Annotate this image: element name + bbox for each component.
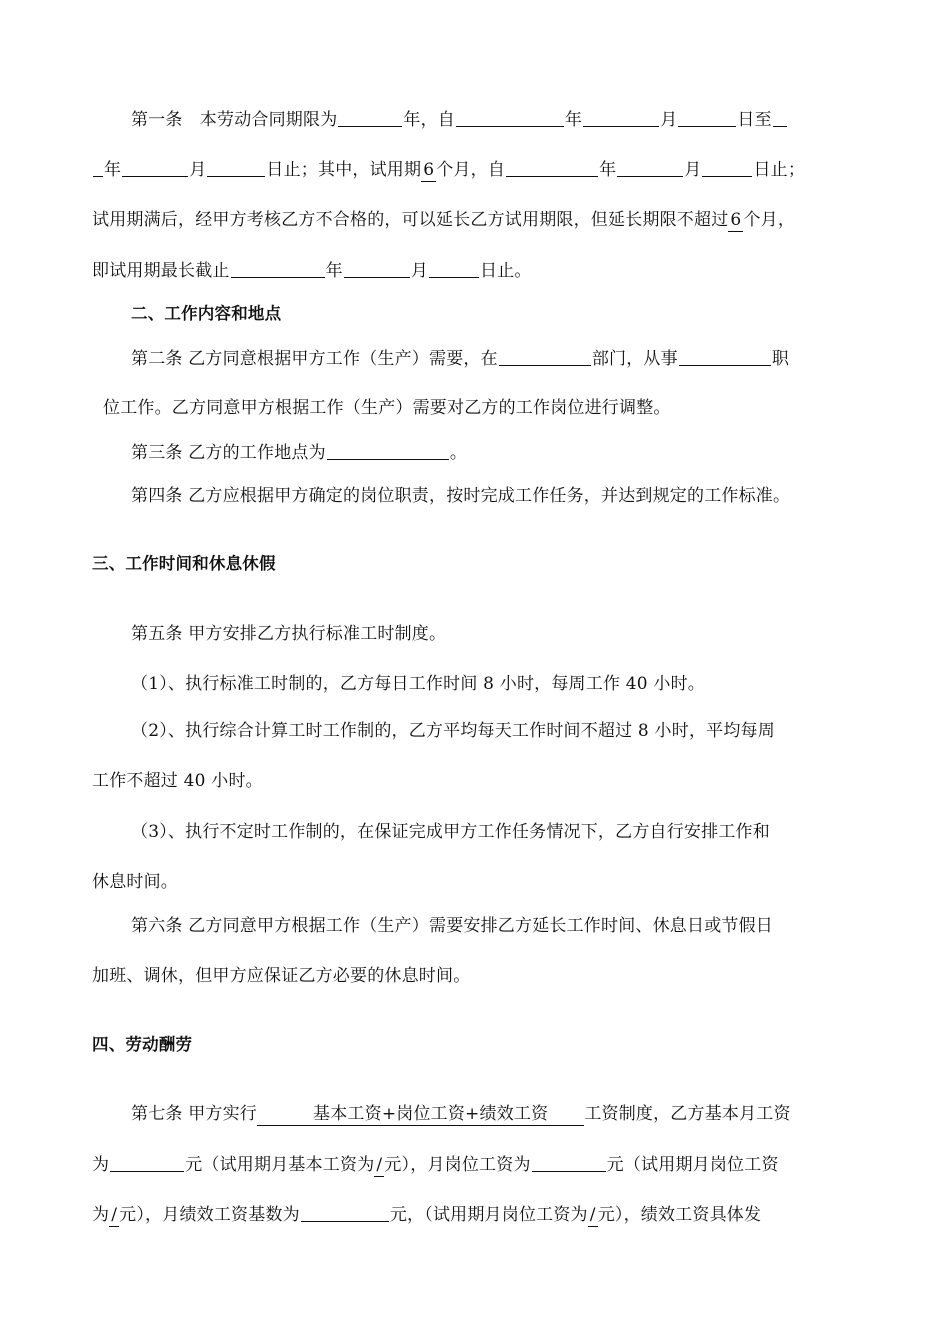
probation-position-wage-value-2: / bbox=[589, 1205, 596, 1225]
article-1-text: 年 bbox=[565, 110, 583, 130]
work-location-blank bbox=[327, 441, 449, 460]
deadline-month-blank bbox=[344, 259, 410, 278]
article-1-line-2 bbox=[92, 158, 805, 181]
end-year-blank-start bbox=[773, 108, 787, 127]
base-wage-blank bbox=[110, 1153, 184, 1172]
article-7-text: 工资制度，乙方基本月工资 bbox=[584, 1104, 791, 1124]
article-1-text: 日止； bbox=[753, 160, 806, 180]
article-1-text: 个月， bbox=[743, 210, 796, 230]
article-2-line-1 bbox=[131, 347, 789, 370]
end-year-blank-cont bbox=[93, 158, 103, 177]
start-month-blank bbox=[583, 108, 659, 127]
term-years-blank bbox=[338, 108, 402, 127]
article-4: 第四条 乙方应根据甲方确定的岗位职责，按时完成工作任务，并达到规定的工作标准。 bbox=[131, 486, 791, 506]
article-7-text: 第七条 甲方实行 bbox=[131, 1104, 258, 1124]
article-7-line-3 bbox=[92, 1203, 761, 1226]
article-5-item-2-line-1: （2）、执行综合计算工时工作制的，乙方平均每天工作时间不超过 8 小时，平均每周 bbox=[131, 721, 775, 741]
start-day-blank bbox=[678, 108, 736, 127]
article-7-text: 为 bbox=[92, 1155, 110, 1175]
article-1-text: 月 bbox=[684, 160, 702, 180]
deadline-day-blank bbox=[429, 259, 479, 278]
end-month-blank bbox=[122, 158, 188, 177]
end-day-blank bbox=[207, 158, 265, 177]
probation-months-value: 6 bbox=[423, 160, 435, 180]
position-blank bbox=[679, 347, 771, 366]
article-7-line-2 bbox=[92, 1153, 779, 1176]
article-2-text: 职 bbox=[771, 349, 790, 369]
probation-base-wage-value: / bbox=[376, 1155, 383, 1175]
article-5-line-1: 第五条 甲方安排乙方执行标准工时制度。 bbox=[131, 624, 447, 644]
article-1-text: 月 bbox=[189, 160, 207, 180]
article-6-line-1: 第六条 乙方同意甲方根据工作（生产）需要安排乙方延长工作时间、休息日或节假日 bbox=[131, 916, 774, 936]
article-2-text: 第二条 乙方同意根据甲方工作（生产）需要，在 bbox=[131, 349, 498, 369]
performance-base-blank bbox=[301, 1203, 389, 1222]
article-1-text: 年 bbox=[104, 160, 122, 180]
article-1-text: 日止。 bbox=[480, 261, 532, 281]
article-7-text: 为 bbox=[92, 1205, 110, 1225]
article-1-line-3 bbox=[92, 209, 795, 231]
article-5-item-2-line-2: 工作不超过 40 小时。 bbox=[92, 771, 263, 791]
article-5-item-3-line-1: （3）、执行不定时工作制的，在保证完成甲方工作任务情况下，乙方自行安排工作和 bbox=[131, 822, 770, 842]
article-1-text: 日止；其中，试用期 bbox=[266, 160, 422, 180]
probation-day-blank bbox=[702, 158, 752, 177]
article-3-text: 。 bbox=[449, 443, 468, 463]
article-7-text: 元），绩效工资具体发 bbox=[597, 1205, 762, 1225]
article-2-text: 部门，从事 bbox=[591, 349, 678, 369]
probation-position-wage-value: / bbox=[111, 1205, 118, 1225]
article-1-text: 第一条 本劳动合同期限为 bbox=[131, 110, 338, 130]
article-1-text: 即试用期最长截止 bbox=[92, 261, 230, 281]
probation-start-year-blank bbox=[506, 158, 598, 177]
article-5-item-1: （1）、执行标准工时制的，乙方每日工作时间 8 小时，每周工作 40 小时。 bbox=[131, 674, 705, 694]
article-1-text: 个月，自 bbox=[436, 160, 506, 180]
article-7-text: 元（试用期月岗位工资 bbox=[606, 1155, 779, 1175]
section-2-title: 二、工作内容和地点 bbox=[131, 304, 282, 323]
section-4-title: 四、劳动酬劳 bbox=[92, 1035, 193, 1054]
deadline-year-blank bbox=[231, 259, 325, 278]
article-1-text: 试用期满后，经甲方考核乙方不合格的，可以延长乙方试用期限，但延长期限不超过 bbox=[92, 210, 729, 230]
section-3-title: 三、工作时间和休息休假 bbox=[92, 554, 276, 573]
article-1-line-1 bbox=[131, 108, 788, 131]
article-7-text: 元），月岗位工资为 bbox=[384, 1155, 531, 1175]
article-7-text: 元），月绩效工资基数为 bbox=[119, 1205, 300, 1225]
extension-months-value: 6 bbox=[730, 210, 742, 230]
article-7-text: 元，（试用期月岗位工资为 bbox=[389, 1205, 588, 1225]
article-1-text: 年 bbox=[599, 160, 617, 180]
article-5-item-3-line-2: 休息时间。 bbox=[92, 872, 178, 892]
article-1-text: 年 bbox=[325, 261, 343, 281]
article-1-text: 月 bbox=[410, 261, 429, 281]
position-wage-blank bbox=[532, 1153, 606, 1172]
article-6-line-2: 加班、调休，但甲方应保证乙方必要的休息时间。 bbox=[92, 966, 471, 986]
article-2-line-2: 位工作。乙方同意甲方根据工作（生产）需要对乙方的工作岗位进行调整。 bbox=[103, 398, 671, 418]
start-year-blank bbox=[456, 108, 564, 127]
article-7-text: 元（试用期月基本工资为 bbox=[185, 1155, 375, 1175]
probation-month-blank bbox=[617, 158, 683, 177]
article-3-text: 第三条 乙方的工作地点为 bbox=[131, 443, 326, 463]
article-3 bbox=[131, 441, 467, 464]
article-7-line-1 bbox=[131, 1103, 791, 1125]
department-blank bbox=[499, 347, 591, 366]
article-1-text: 月 bbox=[660, 110, 678, 130]
wage-system-value: 基本工资+岗位工资+绩效工资 bbox=[257, 1104, 584, 1126]
article-1-text: 年，自 bbox=[403, 110, 456, 130]
article-1-line-4 bbox=[92, 259, 532, 282]
article-1-text: 日至 bbox=[737, 110, 772, 130]
